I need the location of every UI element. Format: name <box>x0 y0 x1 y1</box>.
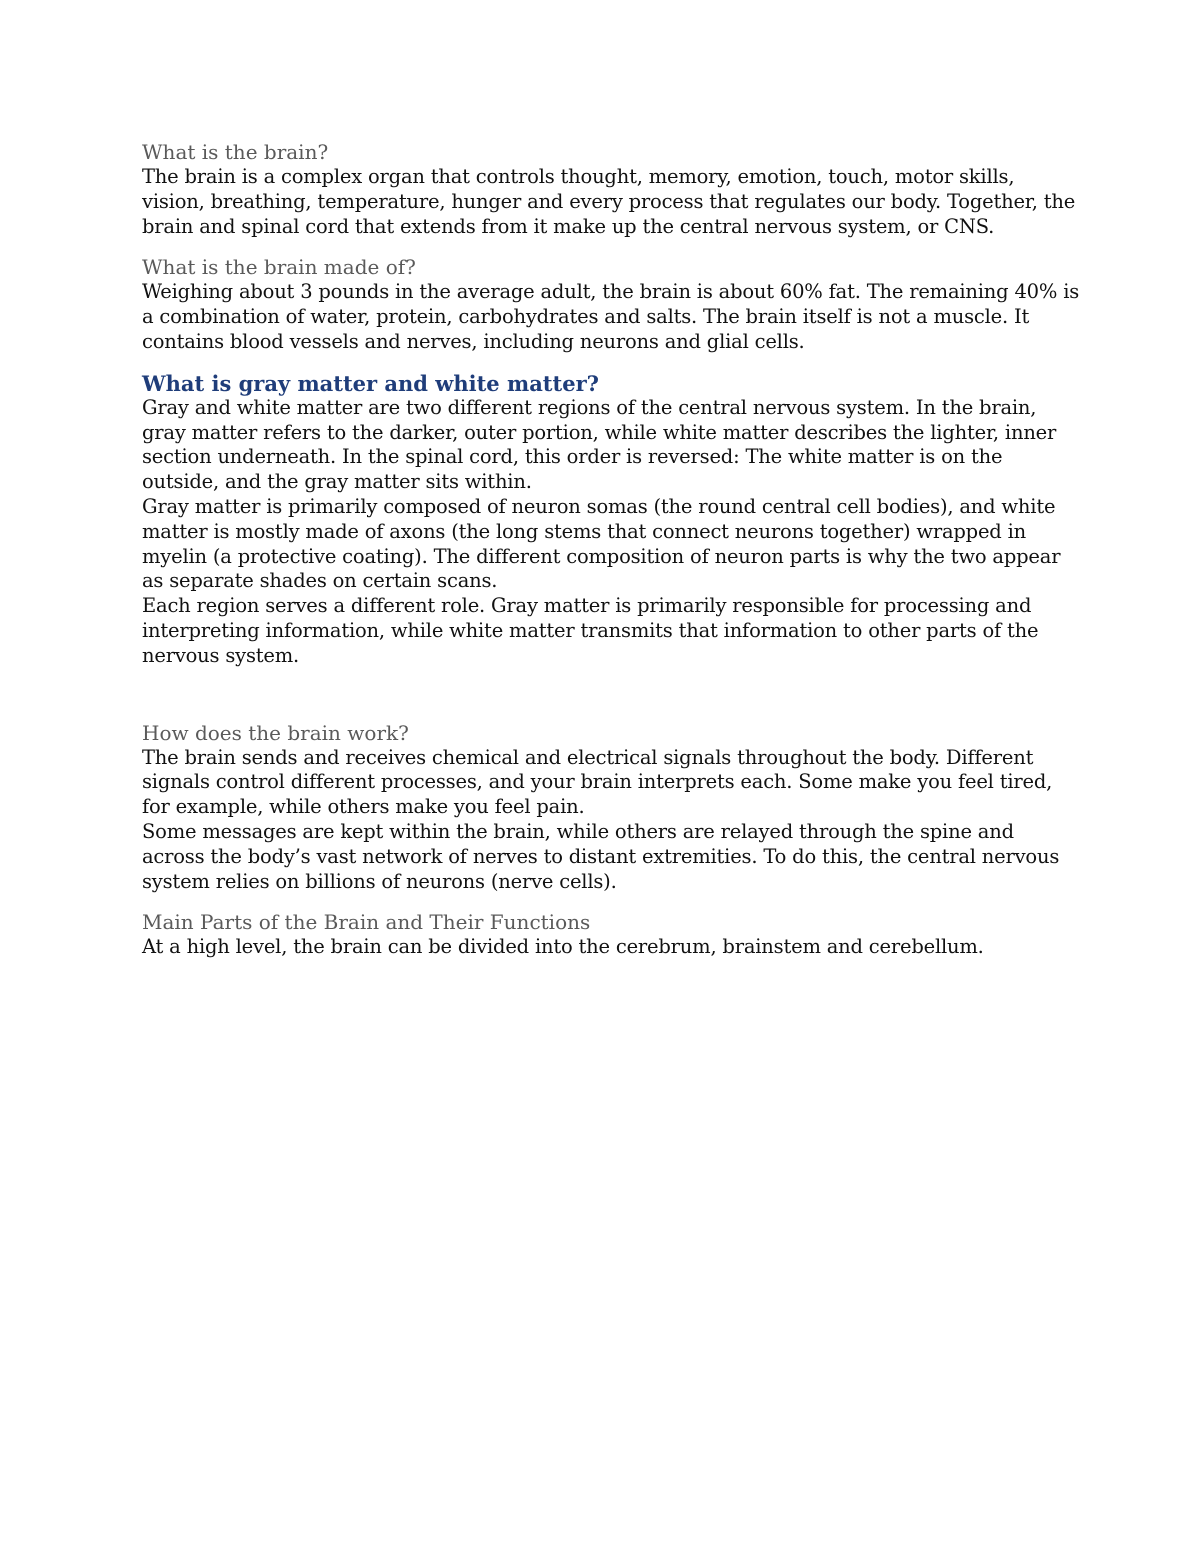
section-heading: What is gray matter and white matter? <box>142 370 599 396</box>
section-what-is-brain <box>142 140 1082 239</box>
paragraph: The brain sends and receives chemical and electrical signals throughout the body. Different signals control different processes, and your brain interprets each. Some make you feel tired, for example, while others make you feel pain. <box>142 745 1053 819</box>
paragraph: Weighing about 3 pounds in the average adult, the brain is about 60% fat. The remaining 40% is a combination of water, protein, carbohydrates and salts. The brain itself is not a muscle. It contains blood vessels and nerves, including neurons and glial cells. <box>142 280 1080 353</box>
section-brain-made-of <box>142 255 1082 354</box>
section-heading: What is the brain? <box>142 140 329 164</box>
document-page <box>142 140 1082 960</box>
section-gray-white-matter <box>142 371 1082 669</box>
paragraph: At a high level, the brain can be divided into the cerebrum, brainstem and cerebellum. <box>142 935 984 959</box>
section-main-parts <box>142 910 1082 960</box>
section-heading: Main Parts of the Brain and Their Functions <box>142 910 591 935</box>
section-how-brain-works <box>142 721 1082 895</box>
paragraph: The brain is a complex organ that controls thought, memory, emotion, touch, motor skills, vision, breathing, temperature, hunger and every process that regulates our body. Together, the brain and spinal cord that extends from it make up the central nervous system, or CNS. <box>142 165 1076 238</box>
paragraph: Some messages are kept within the brain, while others are relayed through the spine and across the body’s vast network of nerves to distant extremities. To do this, the central nervous system relies on billions of neurons (nerve cells). <box>142 819 1060 893</box>
paragraph: Gray and white matter are two different regions of the central nervous system. In the brain, gray matter refers to the darker, outer portion, while white matter describes the lighter, inner section underneath. In the spinal cord, this order is reversed: The white matter is on the outside, and the gray matter sits within. <box>142 395 1057 494</box>
paragraph: Gray matter is primarily composed of neuron somas (the round central cell bodies), and white matter is mostly made of axons (the long stems that connect neurons together) wrapped in myelin (a protective coating). The different composition of neuron parts is why the two appear as separate shades on certain scans. <box>142 494 1061 593</box>
paragraph: Each region serves a different role. Gray matter is primarily responsible for processing and interpreting information, while white matter transmits that information to other parts of the nervous system. <box>142 594 1039 667</box>
section-heading: What is the brain made of? <box>142 255 416 280</box>
section-heading: How does the brain work? <box>142 720 409 745</box>
